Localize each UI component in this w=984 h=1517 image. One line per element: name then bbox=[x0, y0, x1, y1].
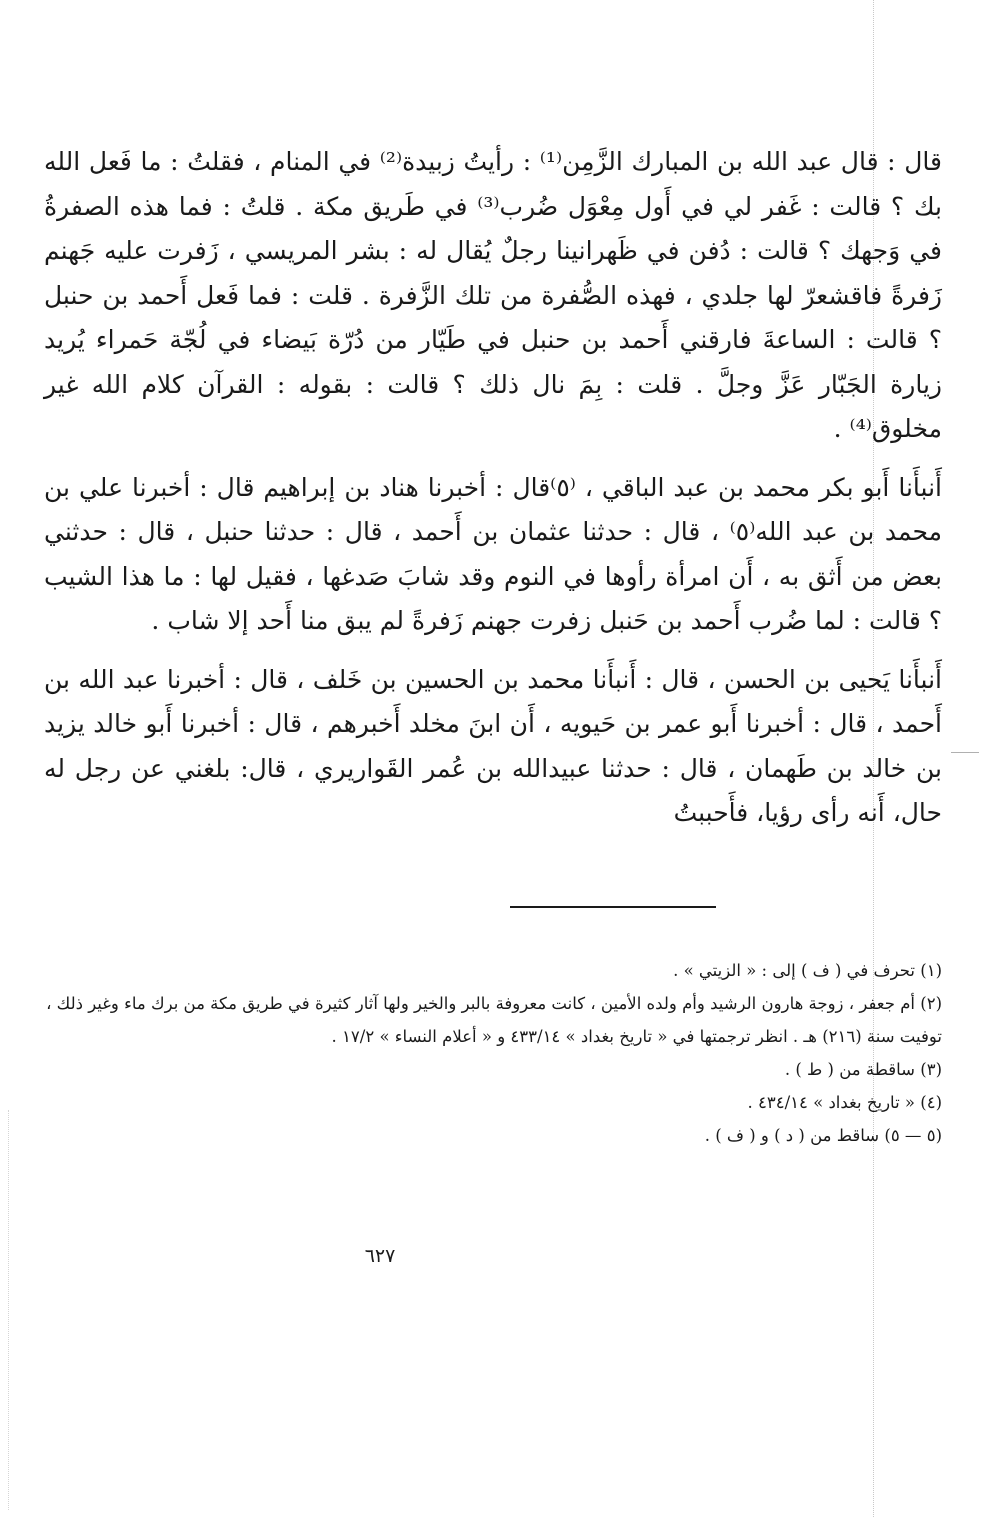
paragraph-3: أَنبأَنا يَحيى بن الحسن ، قال : أَنبأَنا محمد بن الحسين بن خَلف ، قال : أخبرنا عبد الله بن أَحمد ، قال : أخبرنا أَبو عمر بن حَيويه ، أَن ابنَ مخلد أَخبرهم ، قال : أخبرنا أَبو خالد يزيد بن خالد بن طَهمان ، قال : حدثنا عبيدالله بن عُمر القَواريري ، قال: بلغني عن رجل له حال، أَنه رأى رؤيا، فأَحببتُ bbox=[44, 664, 942, 827]
footnote-separator bbox=[510, 906, 716, 908]
footnote-1: (١) تحرف في ( ف ) إلى : « الزيتي » . bbox=[673, 961, 942, 980]
scan-edge-line-left bbox=[8, 1110, 9, 1510]
page-number: ٦٢٧ bbox=[364, 1245, 396, 1267]
main-text-body bbox=[44, 140, 942, 850]
footnote-3: (٣) ساقطة من ( ط ) . bbox=[784, 1060, 942, 1079]
paragraph-2: أَنبأَنا أَبو بكر محمد بن عبد الباقي ، ⁽٥⁾قال : أخبرنا هناد بن إبراهيم قال : أخبرنا علي بن محمد بن عبد الله⁽٥⁾ ، قال : حدثنا عثمان بن أَحمد ، قال : حدثنا حنبل ، قال : حدثني بعض من أَثق به ، أَن امرأة رأوها في النوم وقد شابَ صَدغها ، فقيل لها : ما هذا الشيب ؟ قالت : لما ضُرب أَحمد بن حَنبل زفرت جهنم زَفرةً لم يبق منا أَحد إلا شاب . bbox=[44, 472, 942, 635]
paragraph-1: قال : قال عبد الله بن المبارك الزَّمِن⁽¹⁾ : رأيتُ زبيدة⁽²⁾ في المنام ، فقلتُ : ما فَعل الله بك ؟ قالت : غَفر لي في أَول مِعْوَل ضُرب⁽³⁾ في طَريق مكة . قلتُ : فما هذه الصفرةُ في وَجهك ؟ قالت : دُفن في ظَهرانينا رجلٌ يُقال له : بشر المريسي ، زَفرت عليه جَهنم زَفرةً فاقشعرّ لها جلدي ، فهذه الصُّفرة من تلك الزَّفرة . قلت : فما فَعل أَحمد بن حنبل ؟ قالت : الساعةَ فارقني أَحمد بن حنبل في طَيّار من دُرّة بَيضاء في لُجّة حَمراء يُريد زيارة الجَبّار عَزَّ وجلَّ . قلت : بِمَ نال ذلك ؟ قالت : بقوله : القرآن كلام الله غير مخلوق⁽⁴⁾ . bbox=[44, 147, 942, 443]
footnote-4: (٤) « تاريخ بغداد » ٤٣٤/١٤ . bbox=[747, 1093, 942, 1112]
footnotes bbox=[44, 954, 942, 1152]
footnote-5: (٥ — ٥) ساقط من ( د ) و ( ف ) . bbox=[704, 1126, 942, 1145]
footnote-2: (٢) أم جعفر ، زوجة هارون الرشيد وأم ولده الأمين ، كانت معروفة بالبر والخير ولها آثار كثيرة في طريق مكة من برك ماء وغير ذلك ، توفيت سنة (٢١٦) هـ . انظر ترجمتها في « تاريخ بغداد » ٤٣٣/١٤ و « أعلام النساء » ١٧/٢ . bbox=[46, 994, 942, 1046]
scan-mark bbox=[951, 752, 979, 753]
